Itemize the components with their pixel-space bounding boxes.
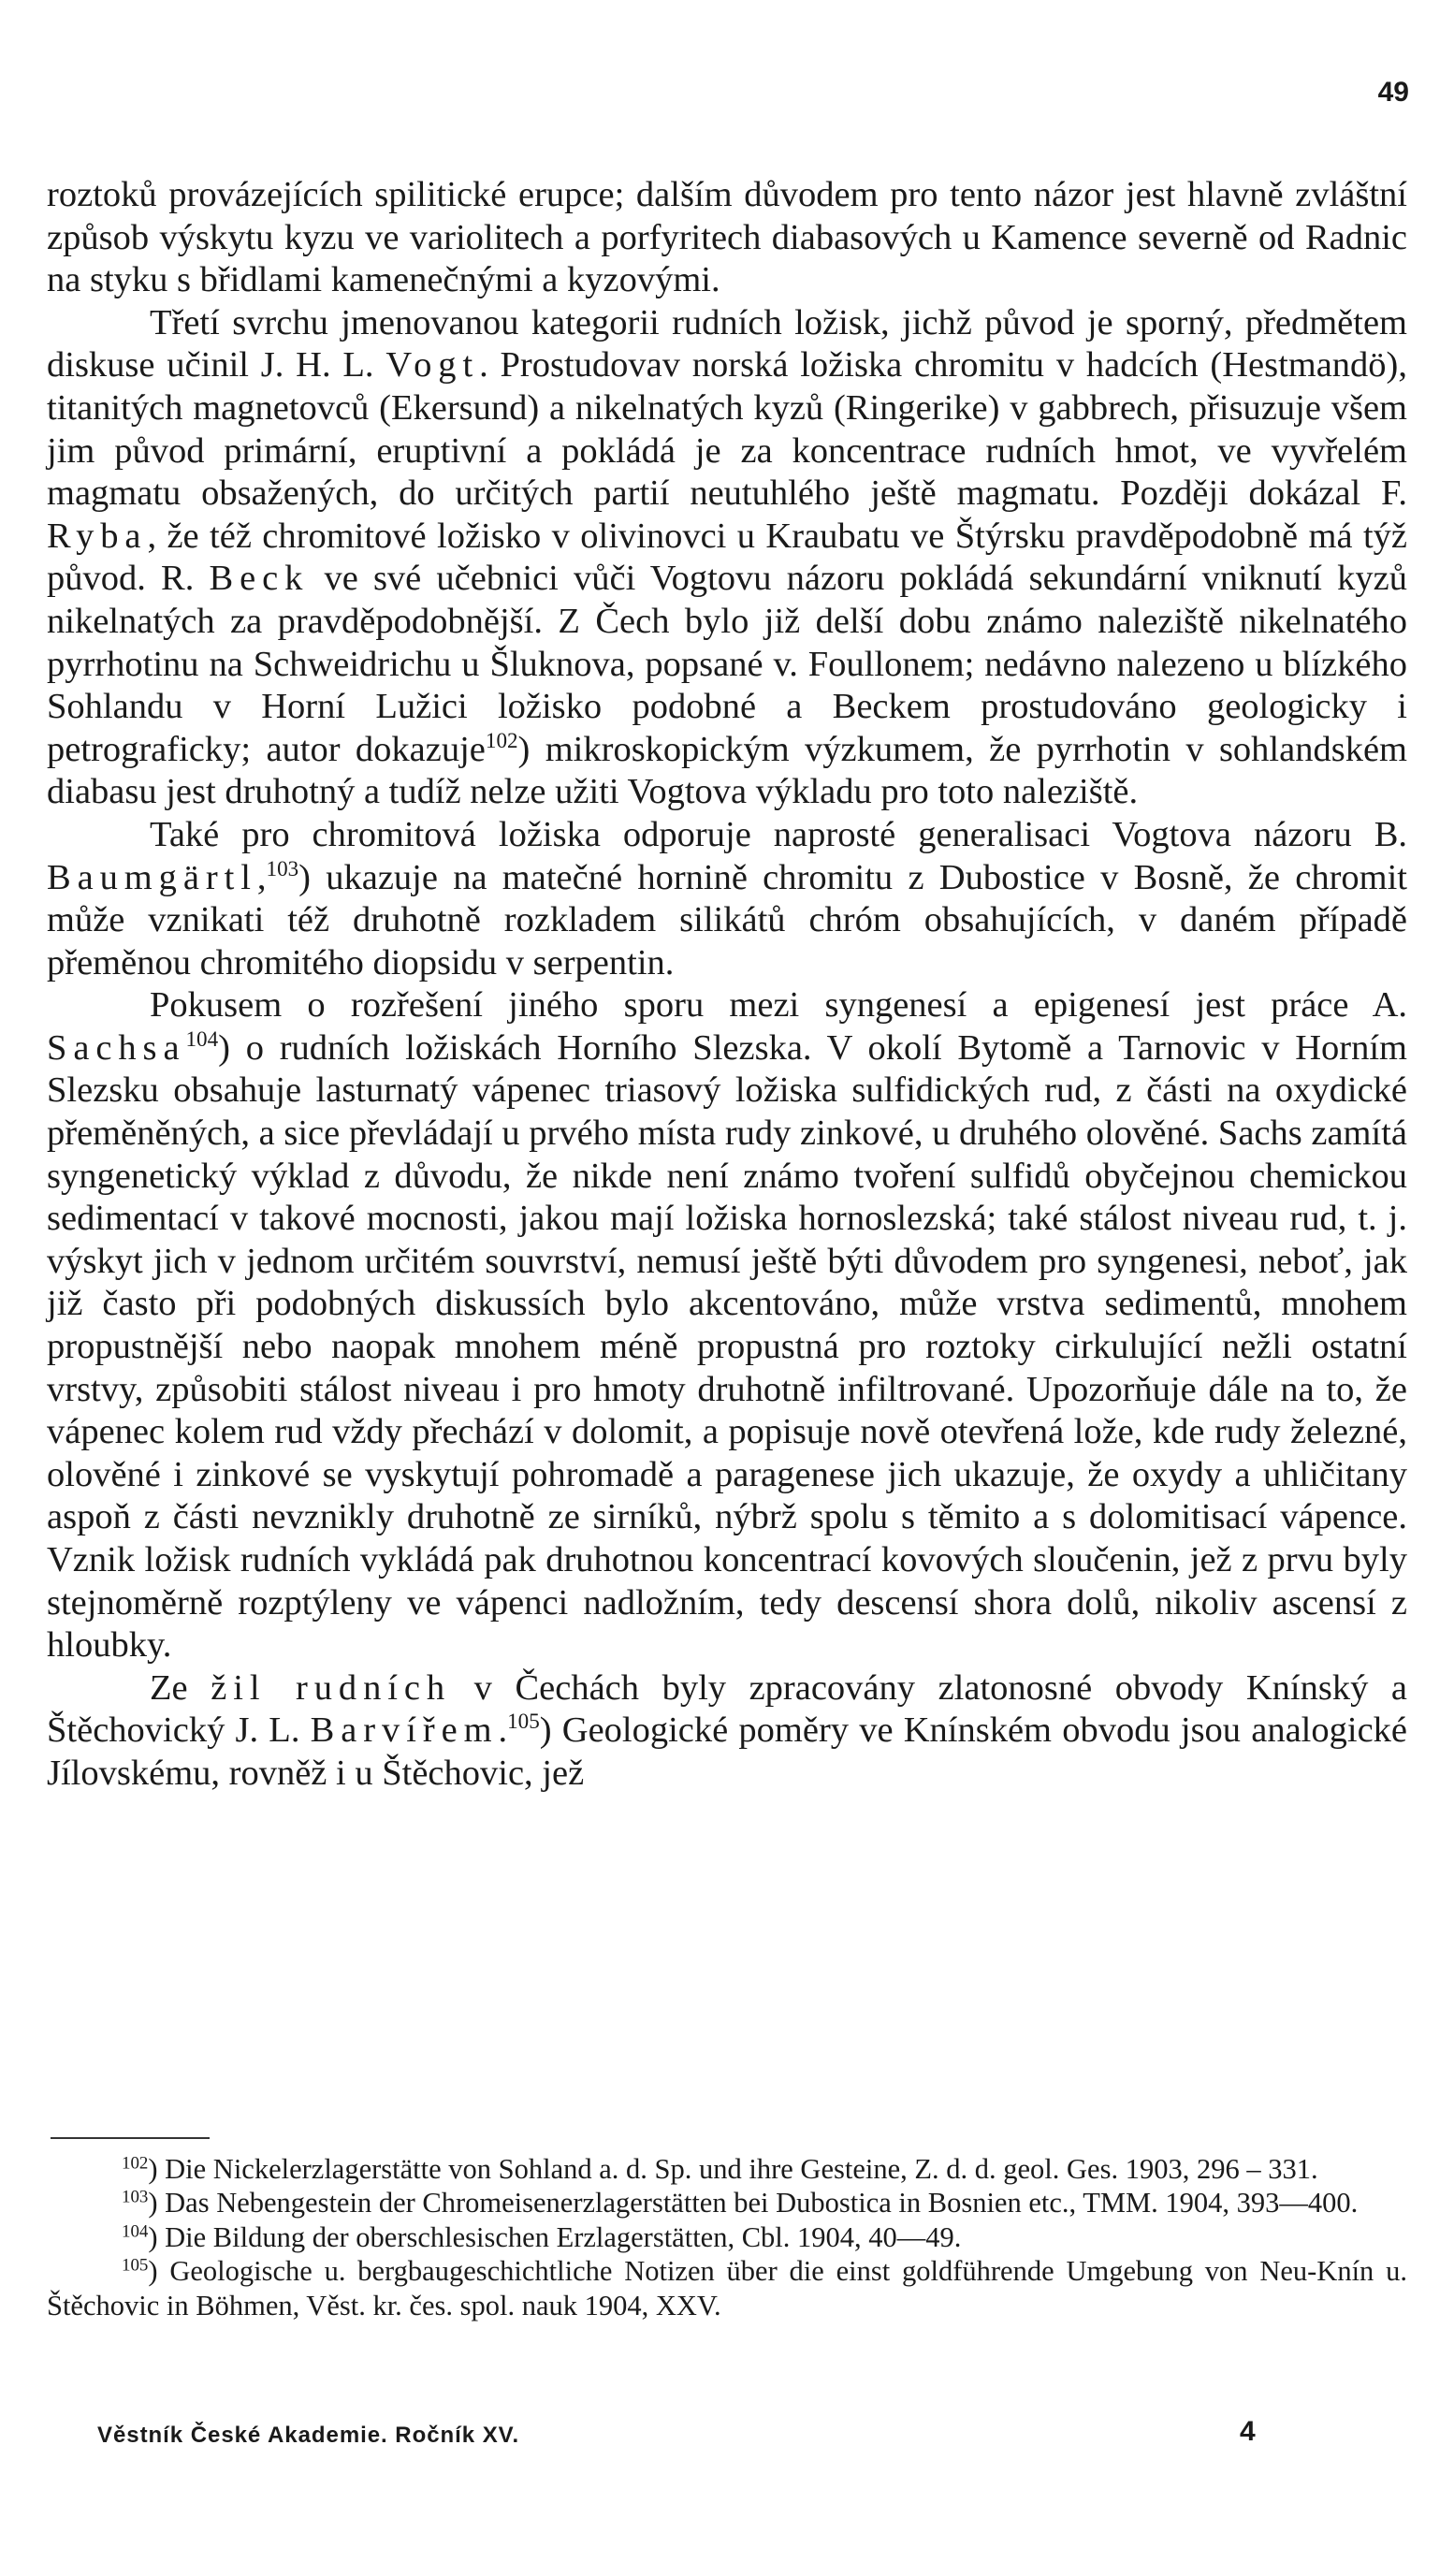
spaced-name: Ryba bbox=[47, 516, 148, 556]
footnote bbox=[47, 2220, 1407, 2254]
text-run: , že též chromitové ložisko v olivinovci u Kraubatu ve Štýrsku pravděpodobně má týž původ. R. bbox=[47, 516, 1407, 599]
footnote-mark: 102 bbox=[122, 2153, 149, 2174]
footnote-reference: 105 bbox=[507, 1709, 540, 1734]
footnote bbox=[47, 2152, 1407, 2186]
footnote-reference: 103 bbox=[266, 855, 299, 880]
text-run: ) ukazuje na matečné hornině chromitu z Dubostice v Bosně, že chromit může vznikati též druhotně rozkladem silikátů chróm obsahujících, v daném případě přeměnou chromitého diopsidu v serpentin. bbox=[47, 857, 1407, 982]
footnote bbox=[47, 2186, 1407, 2219]
text-run: v Čechách byly zpracovány zlatonosné obvody Knínský a Štěchovický J. L. bbox=[47, 1667, 1407, 1751]
spaced-name: Vogt bbox=[385, 345, 480, 386]
footnote-mark: 104 bbox=[122, 2221, 149, 2242]
spaced-name: žil rudních bbox=[211, 1667, 452, 1708]
spaced-name: Beck bbox=[209, 559, 310, 599]
text-run: ve své učebnici vůči Vogtovu názoru pokládá sekundární vniknutí kyzů nikelnatých za pravděpodobnější. Z Čech bylo již delší dobu známo naleziště nikelnatého pyrrhotinu na Schweidrichu u Šluknova, popsané v. Foullonem; nedávno nalezeno u blízkého Sohlandu v Horní Lužici ložisko podobné a Beckem prostudováno geologicky i petrograficky; autor dokazuje bbox=[47, 559, 1407, 769]
text-run: . Prostudovav norská ložiska chromitu v hadcích (Hestmandö), titanitých magnetovců (Ekersund) a nikelnatých kyzů (Ringerike) v gabbrech, přisuzuje všem jim původ primární, eruptivní a pokládá je za koncentrace rudních hmot, ve vyvřelém magmatu obsažených, do určitých partií neutuhlého ještě magmatu. Později dokázal F. bbox=[47, 345, 1408, 514]
text-run: . bbox=[498, 1710, 508, 1751]
text-run: Také pro chromitová ložiska odporuje naprosté generalisaci Vogtova názoru B. bbox=[150, 814, 1407, 854]
footnote-reference: 104 bbox=[185, 1026, 219, 1052]
page-number: 49 bbox=[1377, 77, 1409, 108]
text-run: ) o rudních ložiskách Horního Slezska. V okolí Bytomě a Tarnovic v Horním Slezsku obsahuje lasturnatý vápenec triasový ložiska sulfidických rud, z části na oxydické přeměněných, a sice převládají u prvého místa rudy zinkové, u druhého olověné. Sachs zamítá syngenetický výklad z důvodu, že nikde není známo tvoření sulfidů obyčejnou chemickou sedimentací v takové mocnosti, jakou mají ložiska hornoslezská; také stálost niveau rud, t. j. výskyt jich v jednom určitém souvrství, nemusí ještě býti důvodem pro syngenesi, neboť, jak již často při podobných diskussích bylo akcentováno, může vrstva sedimentů, mnohem propustnější nebo naopak mnohem méně propustná pro roztoky cirkulující nežli ostatní vrstvy, způsobiti stálost niveau i pro hmoty druhotně infiltrované. Upozorňuje dále na to, že vápenec kolem rud vždy přechází v dolomit, a popisuje nově otevřená lože, kde rudy železné, olověné i zinkové se vyskytují pohromadě a paragenese jich ukazuje, že oxydy a uhličitany aspoň z části nevznikly druhotně ze sirníků, nýbrž spolu s těmito a s dolomitisací vápence. Vznik ložisk rudních vykládá pak druhotnou koncentrací kovových sloučenin, jež z prvu byly stejnoměrně rozptýleny ve vápenci nadložním, tedy descensí shora dolů, nikoliv ascensí z hloubky. bbox=[47, 1027, 1407, 1666]
footnote-text: ) Das Nebengestein der Chromeisenerzlagerstätten bei Dubostica in Bosnien etc., TMM. 1904, 393—400. bbox=[148, 2187, 1359, 2219]
footnotes bbox=[47, 2152, 1407, 2322]
footnote-text: ) Die Bildung der oberschlesischen Erzlagerstätten, Cbl. 1904, 40—49. bbox=[148, 2220, 962, 2253]
spaced-name: Baumgärtl bbox=[47, 857, 257, 897]
text-run: roztoků provázejících spilitické erupce; dalším důvodem pro tento názor jest hlavně zvláštní způsob výskytu kyzu ve variolitech a porfyritech diabasových u Kamence severně od Radnic na styku s břidlami kamenečnými a kyzovými. bbox=[47, 175, 1407, 300]
spaced-name: Sachsa bbox=[47, 1027, 186, 1068]
paragraph bbox=[47, 302, 1407, 814]
text-run: , bbox=[256, 857, 267, 897]
text-run: Ze bbox=[150, 1667, 211, 1708]
footnote-text: ) Die Nickelerzlagerstätte von Sohland a. d. Sp. und ihre Gesteine, Z. d. d. geol. Ges. 1903, 296 – 331. bbox=[148, 2153, 1318, 2185]
footnote-divider bbox=[51, 2137, 210, 2139]
paragraph bbox=[47, 984, 1407, 1667]
text-run: ) Geologické poměry ve Knínském obvodu jsou analogické Jílovskému, rovněž i u Štěchovic, jež bbox=[47, 1710, 1407, 1793]
body-text bbox=[47, 174, 1407, 1796]
spaced-name: Barvířem bbox=[310, 1710, 499, 1751]
footnote-mark: 103 bbox=[122, 2188, 149, 2208]
text-run: Pokusem o rozřešení jiného sporu mezi syngenesí a epigenesí jest práce A. bbox=[150, 985, 1407, 1026]
signature-mark: 4 bbox=[1240, 2416, 1256, 2447]
journal-footer: Věstník České Akademie. Ročník XV. bbox=[97, 2423, 520, 2448]
footnote-reference: 102 bbox=[485, 727, 518, 752]
paragraph bbox=[47, 814, 1407, 984]
paragraph bbox=[47, 1667, 1407, 1796]
footnote bbox=[47, 2254, 1407, 2322]
text-run: ) mikroskopickým výzkumem, že pyrrhotin v sohlandském diabasu jest druhotný a tudíž nelze užiti Vogtova výkladu pro toto naleziště. bbox=[47, 729, 1407, 812]
paragraph bbox=[47, 174, 1407, 302]
footnote-text: ) Geologische u. bergbaugeschichtliche Notizen über die einst goldführende Umgebung von Neu-Knín u. Štěchovic in Böhmen, Věst. kr. čes. spol. nauk 1904, XXV. bbox=[47, 2255, 1407, 2321]
footnote-mark: 105 bbox=[122, 2255, 149, 2276]
text-run: Třetí svrchu jmenovanou kategorii rudních ložisk, jichž původ je sporný, předmětem diskuse učinil J. H. L. bbox=[47, 302, 1407, 386]
